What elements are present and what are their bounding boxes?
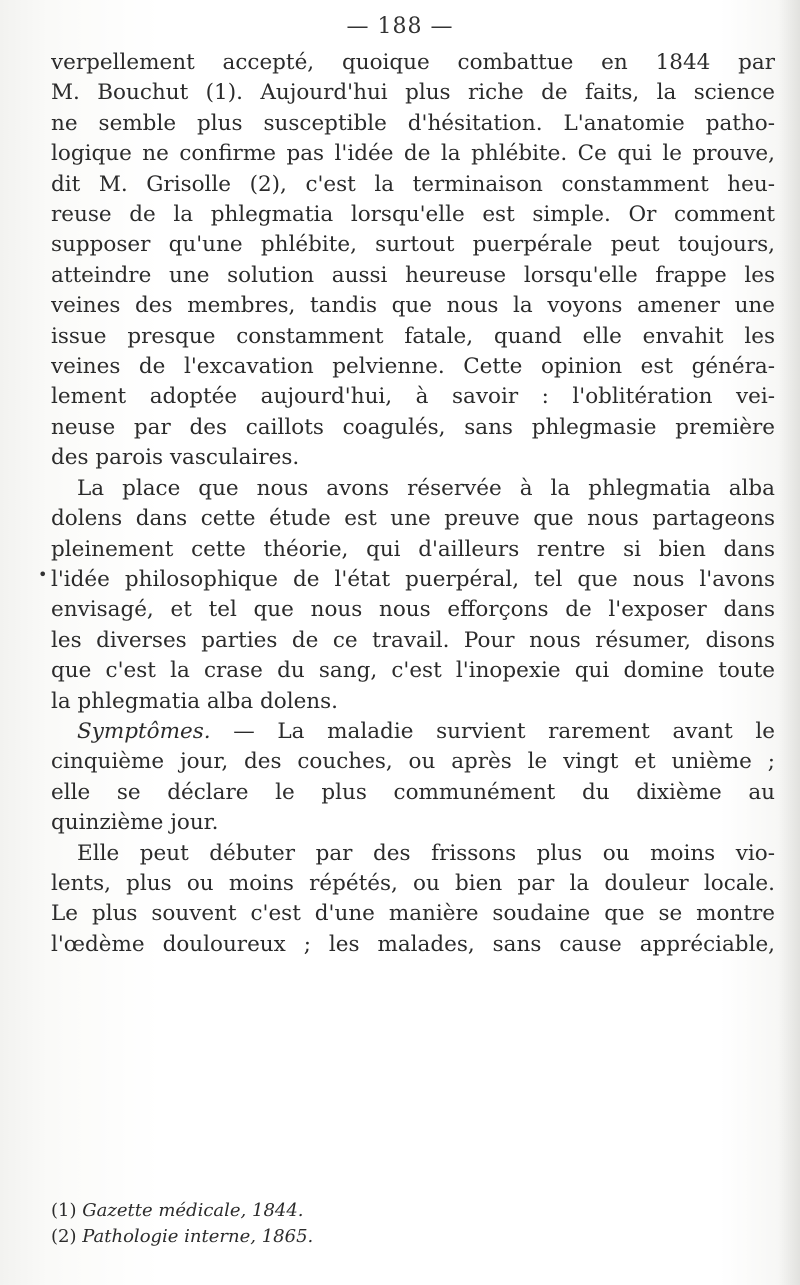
text-line: que c'est la crase du sang, c'est l'inopexie qui domine toute [51,658,775,684]
text-line: lents, plus ou moins répétés, ou bien par la douleur locale. [51,870,775,896]
footnote-text: Pathologie interne, 1865. [82,1226,314,1247]
text-line: envisagé, et tel que nous nous efforçons de l'exposer dans [51,597,775,623]
text-line: lement adoptée aujourd'hui, à savoir : l'oblitération vei- [51,384,775,410]
section-line [51,717,775,747]
text-line: cinquième jour, des couches, ou après le vingt et unième ; [51,749,775,775]
text-line: veines des membres, tandis que nous la voyons amener une [51,293,775,319]
text-line: supposer qu'une phlébite, surtout puerpérale peut toujours, [51,232,775,258]
text-line: issue presque constamment fatale, quand elle envahit les [51,323,775,349]
text-line: pleinement cette théorie, qui d'ailleurs rentre si bien dans [51,536,775,562]
section-heading: Symptômes. [77,718,211,744]
text-line: ne semble plus susceptible d'hésitation. L'anatomie patho- [51,110,775,136]
text-line: des parois vasculaires. [51,445,300,471]
footnote-marker: (1) [51,1200,77,1221]
text-line: reuse de la phlegmatia lorsqu'elle est simple. Or comment [51,202,775,228]
footnote [51,1198,775,1224]
text-line: dit M. Grisolle (2), c'est la terminaison constamment heu- [51,171,775,197]
footnote [51,1224,775,1250]
text-line: la phlegmatia alba dolens. [51,688,339,714]
text-line: Elle peut débuter par des frissons plus ou moins vio- [77,840,775,866]
text-line: dolens dans cette étude est une preuve que nous partageons [51,506,775,532]
footnote-text: Gazette médicale, 1844. [82,1200,304,1221]
text-line: l'œdème douloureux ; les malades, sans cause appréciable, [51,931,775,957]
margin-bullet-mark: • [38,565,48,584]
text-line: neuse par des caillots coagulés, sans phlegmasie première [51,414,775,440]
text-fragment: — La maladie survient rarement avant le [233,718,775,744]
page-number: — 188 — [346,14,454,39]
page-edge-shadow [778,0,800,1285]
footnote-marker: (2) [51,1226,77,1247]
text-line: quinzième jour. [51,810,219,836]
text-line: logique ne confirme pas l'idée de la phlébite. Ce qui le prouve, [51,141,775,167]
text-line: M. Bouchut (1). Aujourd'hui plus riche de faits, la science [51,80,775,106]
text-line: atteindre une solution aussi heureuse lorsqu'elle frappe les [51,262,775,288]
text-line: Le plus souvent c'est d'une manière soudaine que se montre [51,901,775,927]
text-line: verpellement accepté, quoique combattue en 1844 par [51,50,775,75]
text-line: elle se déclare le plus communément du dixième au [51,779,775,805]
text-line: l'idée philosophique de l'état puerpéral, tel que nous l'avons [51,566,775,592]
text-line: La place que nous avons réservée à la phlegmatia alba [77,475,775,501]
body-text [51,48,775,960]
text-line: les diverses parties de ce travail. Pour nous résumer, disons [51,627,775,653]
text-line: veines de l'excavation pelvienne. Cette opinion est généra- [51,354,775,380]
footnotes [51,1198,775,1250]
